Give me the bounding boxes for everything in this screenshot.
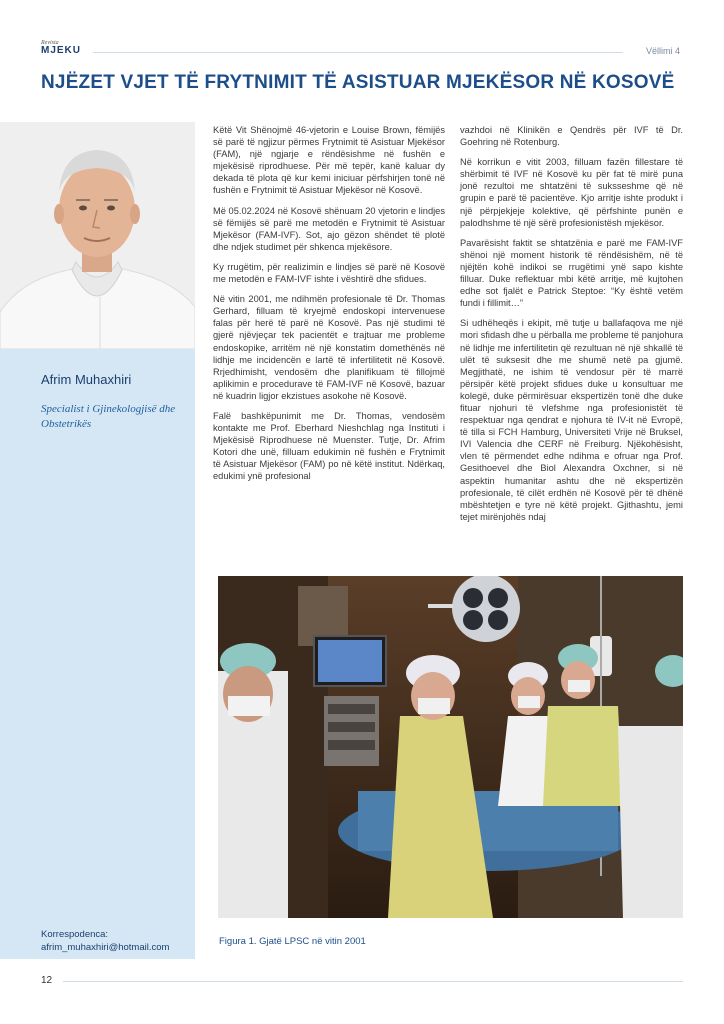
author-role: Specialist i Gjinekologjisë dhe Obstetrikës — [41, 403, 176, 430]
paragraph: Në vitin 2001, me ndihmën profesionale të Dr. Thomas Gerhard, filluam të kryejmë endoskopi intervenuese falas për herë të parë në Kosovë. Pas një studimi të gjerë njëvjeçar tek pacientët e trajtuar me probleme endoskopike, arritëm në një konstatim domethënës në lidhje me incidencën e lartë të infertilitetit në Kosovë. Rrjedhimisht, vendosëm dhe planifikuam të fillojmë aplikimin e procedurave të FAM-IVF në Kosovë, bazuar në kuadrin ligjor ekzistues asokohe në Kosovë. — [213, 294, 445, 401]
author-photo — [0, 122, 195, 349]
author-sidebar — [0, 349, 195, 959]
paragraph: Më 05.02.2024 në Kosovë shënuam 20 vjetorin e lindjes së fëmijës së parë me metodën e Frytnimit të Asistuar Mjekësor (FAM-IVF). Sot, ajo gëzon shëndet të plotë dhe ndjek studimet për shkenca mjekësore. — [213, 205, 445, 252]
operating-room-photo — [218, 576, 683, 918]
correspondence-label: Korrespodenca: — [41, 929, 109, 940]
article-column-2 — [460, 124, 683, 531]
paragraph: Si udhëheqës i ekipit, më tutje u ballafaqova me një mori sfidash dhe u përballa me probleme të panjohura në lidhje me infertilitetin që rezultuan në një shkallë të ulët të suksesit dhe me shumë netë pa gjumë. Megjithatë, ne ishim të vendosur për të marrë përsipër këtë projekt sfidues duke u konsultuar me kolegë, duke përmirësuar ekspertizën tonë dhe duke fituar njohuri të vlefshme nga profesionistët të respektuar nga qendrat e njohura të IV-it në Evropë, të tilla si FCH Hamburg, Universiteti Vrije në Bruksel, IVI Valencia dhe CERF në Freiburg. Njëkohësisht, vlen të përmendet edhe ndihma e ofruar nga Prof. Gesithoevel dhe Biol Alexandra Oxchner, si në aspektin humanitar ashtu dhe në ekspertizën profesionale, të cilët erdhën në Kosovë për të dhënë mbështetjen e tyre në këtë projekt. Gjithashtu, jemi tejet mirënjohës ndaj — [460, 318, 683, 522]
journal-logo — [41, 40, 81, 56]
figure-caption: Figura 1. Gjatë LPSC në vitin 2001 — [219, 936, 366, 947]
footer-divider — [63, 981, 683, 982]
logo-small-text: Revista — [41, 40, 59, 46]
paragraph: Falë bashkëpunimit me Dr. Thomas, vendosëm kontakte me Prof. Eberhard Nieshchlag nga Instituti i Mjekësisë Riprodhuese në Muenster. Tutje, Dr. Afrim Kotori dhe unë, filluam edukimin në fushën e Frytnimit të Asistuar Mjekësor (FAM) po në këtë institut. Ndërkaq, edukimi ynë profesional — [213, 410, 445, 482]
volume-label: Vëllimi 4 — [645, 46, 680, 56]
header-divider — [93, 52, 623, 53]
paragraph: vazhdoi në Klinikën e Qendrës për IVF të Dr. Goehring në Rotenburg. — [460, 125, 683, 148]
paragraph: Në korrikun e vitit 2003, filluam fazën fillestare të shërbimit të IVF në Kosovë ku për fat të mirë puna jonë rezultoi me shtatzëni të suksseshme që në grupin e parë të pacientëve. Kjo arritje ishte produkt i një përpjekjeje kolektive, që përfshinte punën e palodhshme të një sërë profesionistësh mjekësor. — [460, 157, 683, 228]
author-name: Afrim Muhaxhiri — [41, 372, 132, 387]
paragraph: Këtë Vit Shënojmë 46-vjetorin e Louise Brown, fëmijës së parë të ngjizur përmes Frytnimit të Asistuar Mjekësor (FAM), një ngjarje e rëndësishme në fushën e mjekësisë riprodhuese. Për më tepër, kanë kaluar dy dekada të plota që kur kemi iniciuar përfshirjen tonë në fushën e Frytnimit të Asistuar Mjekësor në Kosovë. — [213, 125, 445, 196]
page-number: 12 — [41, 975, 53, 986]
paragraph: Pavarësisht faktit se shtatzënia e parë me FAM-IVF shënoi një moment historik të rëndësishëm, në të njëjtën kohë indikoi se rrugëtimi ynë sapo kishte filluar. Duke reflektuar mbi këtë arritje, më kujtohen edhe sot fjalët e Patrick Steptoe: “Ky është vetëm fundi i fillimit…” — [460, 237, 683, 309]
article-column-1 — [213, 124, 445, 491]
logo-title: MJEKU — [41, 45, 82, 56]
paragraph: Ky rrugëtim, për realizimin e lindjes së parë në Kosovë me metodën e FAM-IVF ishte i vështirë dhe sfidues. — [213, 261, 445, 285]
author-email[interactable]: afrim_muhaxhiri@hotmail.com — [41, 942, 170, 953]
article-title: NJËZET VJET TË FRYTNIMIT TË ASISTUAR MJEKËSOR NË KOSOVË — [41, 72, 675, 93]
